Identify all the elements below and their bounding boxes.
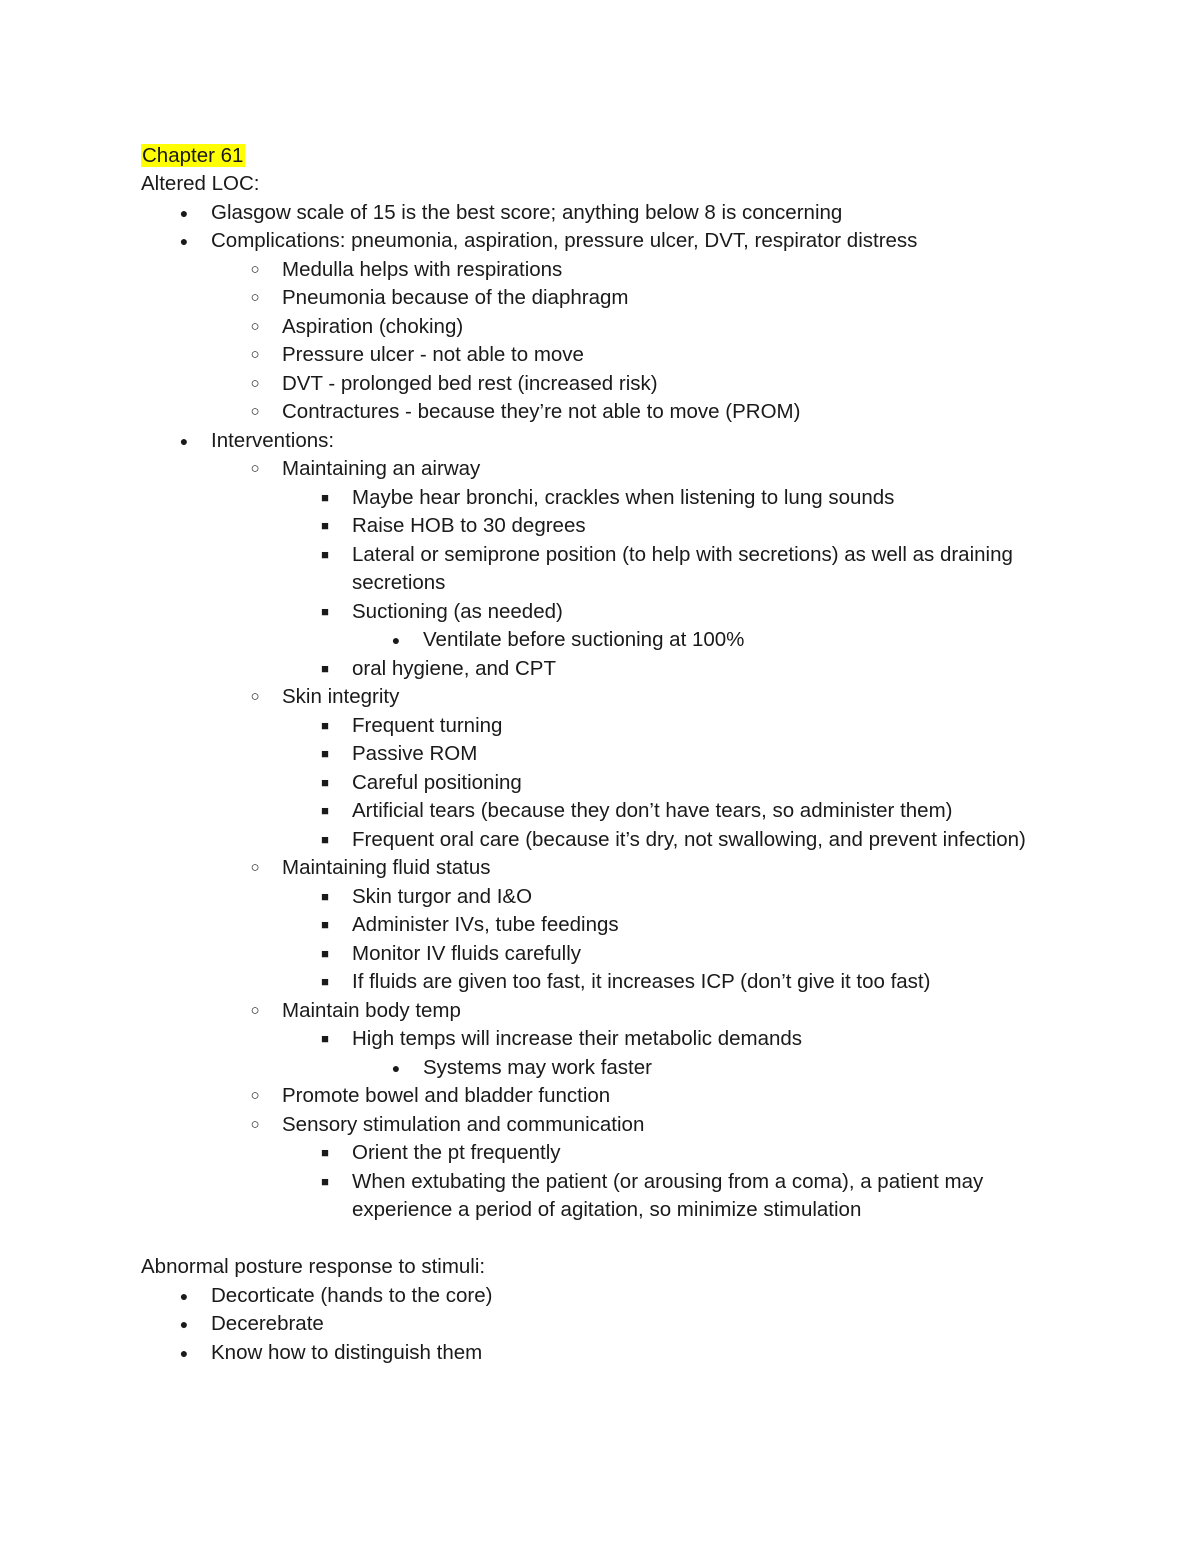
item-text: Monitor IV fluids carefully <box>352 941 582 965</box>
posture-list <box>141 1282 1101 1368</box>
item-text: Passive ROM <box>352 742 478 765</box>
square-bullet-icon: ■ <box>321 774 329 790</box>
list-item <box>141 398 1101 427</box>
square-bullet-icon: ■ <box>321 888 329 904</box>
bullet-icon: ● <box>179 204 189 221</box>
list-item <box>141 1111 1101 1140</box>
list-item <box>141 313 1101 342</box>
section-heading-abnormal-posture: Abnormal posture response to stimuli: <box>141 1255 486 1278</box>
item-text: Orient the pt frequently <box>352 1141 561 1164</box>
list-item <box>141 256 1101 285</box>
list-item <box>141 284 1101 313</box>
temp-group <box>141 997 1101 1026</box>
list-item <box>141 1168 1101 1225</box>
item-text: Frequent oral care (because it’s dry, not swallowing, and prevent infection) <box>352 827 1026 851</box>
item-text: Pressure ulcer - not able to move <box>282 343 584 366</box>
chapter-title <box>141 141 1101 170</box>
circle-bullet-icon: ○ <box>250 317 260 335</box>
circle-bullet-icon: ○ <box>250 1001 260 1019</box>
list-item <box>141 484 1101 513</box>
item-text: DVT - prolonged bed rest (increased risk) <box>282 371 658 395</box>
circle-bullet-icon: ○ <box>250 859 260 876</box>
blank-line <box>141 1225 1101 1254</box>
item-text: Ventilate before suctioning at 100% <box>423 628 745 651</box>
temp-items <box>141 1025 1101 1054</box>
skin-group <box>141 683 1101 712</box>
item-text: Raise HOB to 30 degrees <box>352 514 586 537</box>
item-text: oral hygiene, and CPT <box>352 656 556 680</box>
item-text: Know how to distinguish them <box>211 1340 483 1364</box>
item-text: Promote bowel and bladder function <box>282 1084 611 1107</box>
complications-list <box>141 256 1101 427</box>
temp-sub-list <box>141 1054 1101 1083</box>
list-item <box>141 427 1101 456</box>
item-text: Suctioning (as needed) <box>352 599 563 623</box>
item-text: Maybe hear bronchi, crackles when listening to lung sounds <box>352 485 895 509</box>
list-item <box>141 940 1101 969</box>
item-text: Lateral or semiprone position (to help with secretions) as well as draining secretions <box>352 542 1013 594</box>
list-item <box>141 911 1101 940</box>
bullet-icon: ● <box>179 1316 189 1332</box>
item-text: Maintain body temp <box>282 998 461 1022</box>
item-text: Skin turgor and I&O <box>352 884 533 908</box>
item-text: Maintaining an airway <box>282 457 481 480</box>
fluid-items <box>141 883 1101 997</box>
square-bullet-icon: ■ <box>321 717 329 733</box>
circle-bullet-icon: ○ <box>250 1115 260 1133</box>
square-bullet-icon: ■ <box>321 1145 329 1160</box>
item-text: If fluids are given too fast, it increases ICP (don’t give it too fast) <box>352 970 931 993</box>
list-item <box>141 883 1101 912</box>
circle-bullet-icon: ○ <box>250 260 260 278</box>
square-bullet-icon: ■ <box>321 831 329 847</box>
bullet-icon: ● <box>179 432 189 449</box>
suction-sub-list <box>141 626 1101 655</box>
square-bullet-icon: ■ <box>321 974 329 989</box>
list-item <box>141 626 1101 655</box>
item-text: Skin integrity <box>282 685 400 708</box>
square-bullet-icon: ■ <box>321 1031 329 1046</box>
item-text: When extubating the patient (or arousing from a coma), a patient may experience a period of agitation, so minimize stimulation <box>352 1169 984 1221</box>
list-item <box>141 1082 1101 1111</box>
list-item <box>141 655 1101 684</box>
square-bullet-icon: ■ <box>321 546 329 562</box>
list-item <box>141 826 1101 855</box>
list-item <box>141 1310 1101 1339</box>
list-item <box>141 1282 1101 1311</box>
circle-bullet-icon: ○ <box>250 1087 260 1104</box>
circle-bullet-icon: ○ <box>250 374 260 392</box>
item-text: Sensory stimulation and communication <box>282 1112 645 1136</box>
list-item <box>141 227 1101 256</box>
list-item <box>141 1139 1101 1168</box>
skin-items <box>141 712 1101 855</box>
bullet-icon: ● <box>391 1059 401 1076</box>
square-bullet-icon: ■ <box>321 489 329 505</box>
list-item <box>141 968 1101 997</box>
item-text: Systems may work faster <box>423 1055 652 1079</box>
sensory-items <box>141 1139 1101 1225</box>
fluid-group <box>141 854 1101 883</box>
list-item <box>141 512 1101 541</box>
bullet-icon: ● <box>391 632 401 648</box>
square-bullet-icon: ■ <box>321 603 329 619</box>
item-text: Maintaining fluid status <box>282 856 491 879</box>
list-item <box>141 854 1101 883</box>
list-item <box>141 598 1101 627</box>
item-text: Decerebrate <box>211 1312 324 1335</box>
airway-group <box>141 455 1101 484</box>
item-text: Complications: pneumonia, aspiration, pressure ulcer, DVT, respirator distress <box>211 229 918 252</box>
circle-bullet-icon: ○ <box>250 346 260 363</box>
item-text: Medulla helps with respirations <box>282 257 563 281</box>
bullet-icon: ● <box>179 1287 189 1304</box>
item-text: High temps will increase their metabolic demands <box>352 1027 803 1050</box>
item-text: Aspiration (choking) <box>282 314 464 338</box>
item-text: Administer IVs, tube feedings <box>352 913 619 936</box>
document-body <box>141 141 1101 1367</box>
square-bullet-icon: ■ <box>321 803 329 818</box>
item-text: Artificial tears (because they don’t have tears, so administer them) <box>352 799 953 822</box>
bullet-icon: ● <box>179 1344 189 1361</box>
altered-loc-list <box>141 199 1101 256</box>
list-item <box>141 740 1101 769</box>
circle-bullet-icon: ○ <box>250 403 260 420</box>
list-item <box>141 341 1101 370</box>
item-text: Careful positioning <box>352 770 522 794</box>
list-item <box>141 541 1101 598</box>
list-item <box>141 455 1101 484</box>
airway-items-cont <box>141 655 1101 684</box>
circle-bullet-icon: ○ <box>250 688 260 705</box>
section-heading-altered-loc: Altered LOC: <box>141 172 260 195</box>
list-item <box>141 1025 1101 1054</box>
item-text: Contractures - because they’re not able to move (PROM) <box>282 400 801 423</box>
bullet-icon: ● <box>179 233 189 249</box>
airway-items <box>141 484 1101 627</box>
title-highlight: Chapter 61 <box>142 144 244 167</box>
square-bullet-icon: ■ <box>321 917 329 932</box>
circle-bullet-icon: ○ <box>250 289 260 306</box>
list-item <box>141 712 1101 741</box>
item-text: Frequent turning <box>352 713 503 737</box>
square-bullet-icon: ■ <box>321 945 329 961</box>
list-item <box>141 199 1101 228</box>
interventions-list <box>141 427 1101 456</box>
list-item <box>141 683 1101 712</box>
circle-bullet-icon: ○ <box>250 460 260 477</box>
list-item <box>141 1339 1101 1368</box>
list-item <box>141 997 1101 1026</box>
square-bullet-icon: ■ <box>321 660 329 676</box>
bowel-sensory-group <box>141 1082 1101 1139</box>
square-bullet-icon: ■ <box>321 746 329 761</box>
item-text: Glasgow scale of 15 is the best score; anything below 8 is concerning <box>211 200 843 224</box>
list-item <box>141 370 1101 399</box>
item-text: Interventions: <box>211 428 335 452</box>
square-bullet-icon: ■ <box>321 1173 329 1189</box>
item-text: Decorticate (hands to the core) <box>211 1283 493 1307</box>
item-text: Pneumonia because of the diaphragm <box>282 286 629 309</box>
square-bullet-icon: ■ <box>321 518 329 533</box>
list-item <box>141 797 1101 826</box>
list-item <box>141 1054 1101 1083</box>
list-item <box>141 769 1101 798</box>
